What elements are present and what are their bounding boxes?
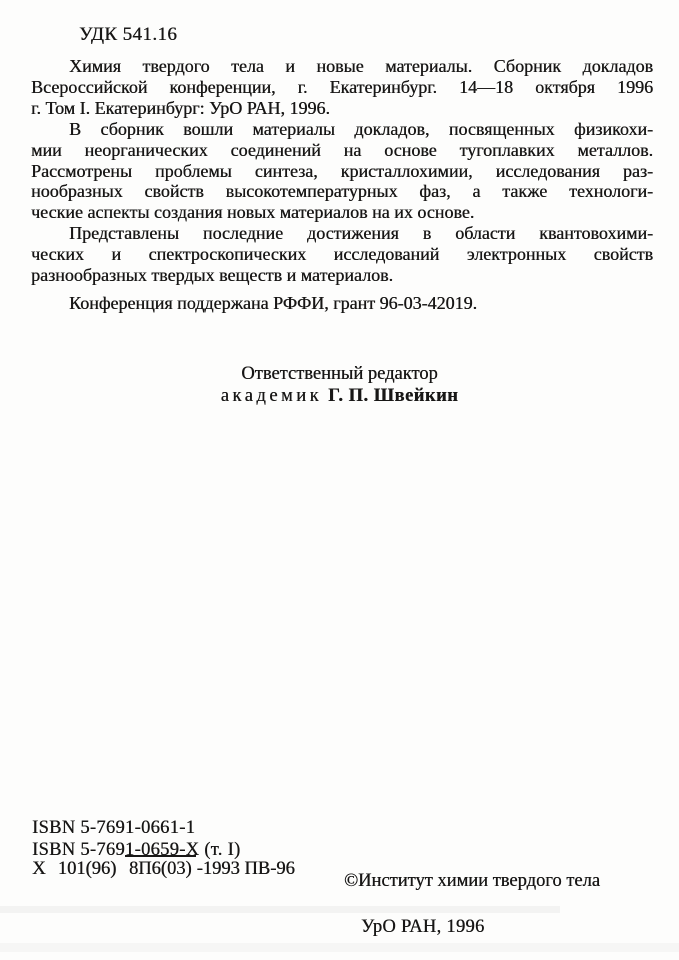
udc-code: УДК 541.16 — [79, 24, 178, 45]
text-line: ческие аспекты создания новых материалов на их основе. — [31, 202, 475, 223]
text-line: нообразных свойств высокотемпературных фаз, а также технологи- — [31, 181, 653, 202]
catalog-suffix: -1993 ПВ-96 — [196, 858, 295, 879]
scan-artifact-band — [0, 943, 679, 952]
abstract-paragraph-1 — [31, 119, 653, 224]
editor-person-line — [0, 385, 679, 407]
abstract-paragraph-2 — [31, 223, 653, 286]
editor-block — [0, 363, 679, 407]
editor-role: Ответственный редактор — [241, 364, 438, 384]
isbn-line-2: ISBN 5-7691-0659-X (т. I) — [32, 839, 241, 860]
scan-artifact-band — [0, 906, 560, 913]
catalog-fraction-numerator: 101(96) — [57, 858, 117, 879]
catalog-prefix: Х — [32, 858, 46, 879]
editor-title: академик — [220, 386, 323, 406]
editor-name: Г. П. Швейкин — [328, 386, 459, 406]
catalog-fraction-denominator: 8П6(03) — [125, 855, 196, 879]
text-line: Представлены последние достижения в области квантовохими- — [69, 223, 653, 244]
annotation-block — [31, 56, 653, 314]
copyright-block — [344, 871, 600, 937]
text-line: Химия твердого тела и новые материалы. Сборник докладов — [69, 56, 653, 76]
text-line: мии неорганических соединений на основе тугоплавких металлов. — [31, 139, 653, 160]
catalog-fraction — [54, 860, 196, 879]
text-line: Всероссийской конференции, г. Екатеринбург. 14—18 октября 1996 — [31, 76, 653, 97]
text-line: г. Том I. Екатеринбург: УрО РАН, 1996. — [31, 97, 330, 118]
catalog-classification-code — [32, 858, 295, 880]
isbn-line-1: ISBN 5-7691-0661-1 — [32, 818, 196, 838]
text-line: В сборник вошли материалы докладов, посвященных физикохи- — [69, 118, 653, 139]
text-line: разнообразных твердых веществ и материалов. — [31, 265, 394, 286]
text-line: Рассмотрены проблемы синтеза, кристаллохимии, исследования раз- — [31, 160, 653, 181]
bibliographic-description-paragraph — [31, 56, 653, 119]
text-line: Конференция поддержана РФФИ, грант 96-03-42019. — [69, 292, 478, 313]
text-line: ческих и спектроскопических исследований электронных свойств — [31, 244, 653, 265]
grant-note-paragraph — [31, 293, 653, 314]
copyright-holder: ©Институт химии твердого тела — [344, 871, 600, 891]
copyright-publisher-year: УрО РАН, 1996 — [361, 917, 485, 937]
